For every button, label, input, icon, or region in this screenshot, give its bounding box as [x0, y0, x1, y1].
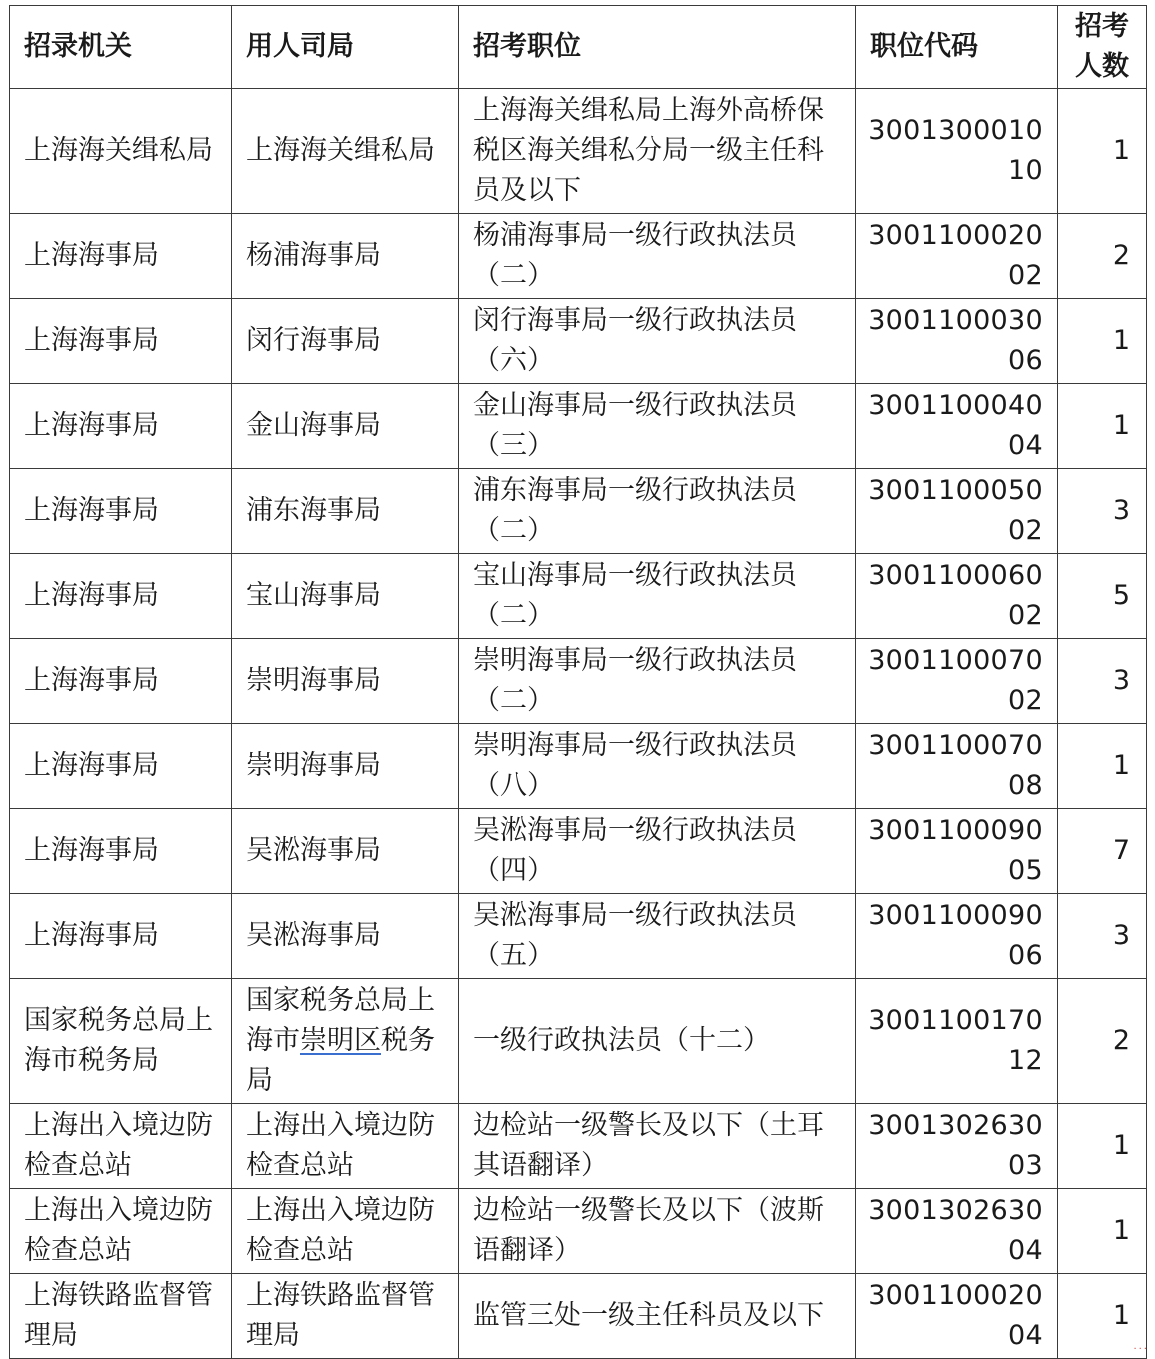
- cell-dept: 上海出入境边防检查总站: [232, 1104, 459, 1189]
- table-row: [10, 214, 1147, 299]
- cell-position: 浦东海事局一级行政执法员（二）: [459, 469, 856, 554]
- cell-agency: 上海铁路监督管理局: [10, 1274, 232, 1359]
- watermark-dots: ···: [1133, 1344, 1149, 1355]
- cell-code: 300110006002: [856, 554, 1058, 639]
- recruitment-table: [9, 5, 1147, 1359]
- cell-count: 2: [1058, 214, 1147, 299]
- cell-position: 边检站一级警长及以下（波斯语翻译）: [459, 1189, 856, 1274]
- cell-dept: 金山海事局: [232, 384, 459, 469]
- dept-text-post: 税务局: [246, 1025, 435, 1096]
- cell-code: 300110007002: [856, 639, 1058, 724]
- cell-count: 1: [1058, 384, 1147, 469]
- cell-count: 3: [1058, 469, 1147, 554]
- cell-dept: 浦东海事局: [232, 469, 459, 554]
- cell-code: 300110004004: [856, 384, 1058, 469]
- cell-agency: 上海海事局: [10, 554, 232, 639]
- cell-dept: 崇明海事局: [232, 724, 459, 809]
- cell-code: 300110005002: [856, 469, 1058, 554]
- cell-position: 金山海事局一级行政执法员（三）: [459, 384, 856, 469]
- table-row: [10, 384, 1147, 469]
- cell-dept: 上海出入境边防检查总站: [232, 1189, 459, 1274]
- cell-position: 杨浦海事局一级行政执法员（二）: [459, 214, 856, 299]
- table-row: [10, 1104, 1147, 1189]
- district-link[interactable]: 崇明区: [300, 1025, 381, 1056]
- header-count: 招考人数: [1058, 6, 1147, 89]
- cell-count: 1: [1058, 1274, 1147, 1359]
- cell-count: 3: [1058, 639, 1147, 724]
- cell-code: 300110007008: [856, 724, 1058, 809]
- cell-code: 300110017012: [856, 979, 1058, 1104]
- cell-count: 1: [1058, 1189, 1147, 1274]
- cell-dept: 杨浦海事局: [232, 214, 459, 299]
- dept-text-pre: 国家税务总局上海市: [246, 985, 435, 1056]
- header-position: 招考职位: [459, 6, 856, 89]
- cell-agency: 上海海事局: [10, 384, 232, 469]
- cell-agency: 上海海事局: [10, 214, 232, 299]
- cell-position: 边检站一级警长及以下（土耳其语翻译）: [459, 1104, 856, 1189]
- cell-code: 300130263004: [856, 1189, 1058, 1274]
- cell-count: 5: [1058, 554, 1147, 639]
- cell-agency: 上海海事局: [10, 639, 232, 724]
- table-row: [10, 639, 1147, 724]
- cell-count: 1: [1058, 299, 1147, 384]
- cell-code: 300110009006: [856, 894, 1058, 979]
- cell-dept: 上海海关缉私局: [232, 89, 459, 214]
- cell-code: 300110002002: [856, 214, 1058, 299]
- cell-dept: 吴淞海事局: [232, 894, 459, 979]
- cell-agency: 上海出入境边防检查总站: [10, 1189, 232, 1274]
- cell-position: 宝山海事局一级行政执法员（二）: [459, 554, 856, 639]
- header-row: [10, 6, 1147, 89]
- cell-dept: 宝山海事局: [232, 554, 459, 639]
- cell-dept: [232, 979, 459, 1104]
- cell-count: 1: [1058, 1104, 1147, 1189]
- cell-code: 300130001010: [856, 89, 1058, 214]
- table-row: [10, 1189, 1147, 1274]
- cell-count: 2: [1058, 979, 1147, 1104]
- cell-count: 1: [1058, 89, 1147, 214]
- cell-agency: 上海海事局: [10, 299, 232, 384]
- cell-agency: 上海海关缉私局: [10, 89, 232, 214]
- cell-position: 闵行海事局一级行政执法员（六）: [459, 299, 856, 384]
- cell-code: 300110002004: [856, 1274, 1058, 1359]
- cell-code: 300110003006: [856, 299, 1058, 384]
- cell-dept: 闵行海事局: [232, 299, 459, 384]
- table-row: [10, 299, 1147, 384]
- cell-agency: 国家税务总局上海市税务局: [10, 979, 232, 1104]
- table-row: [10, 554, 1147, 639]
- cell-count: 3: [1058, 894, 1147, 979]
- table-row: [10, 894, 1147, 979]
- header-agency: 招录机关: [10, 6, 232, 89]
- cell-agency: 上海出入境边防检查总站: [10, 1104, 232, 1189]
- cell-position: 上海海关缉私局上海外高桥保税区海关缉私分局一级主任科员及以下: [459, 89, 856, 214]
- header-code: 职位代码: [856, 6, 1058, 89]
- cell-agency: 上海海事局: [10, 469, 232, 554]
- table-row: [10, 979, 1147, 1104]
- cell-agency: 上海海事局: [10, 724, 232, 809]
- cell-agency: 上海海事局: [10, 894, 232, 979]
- cell-dept: 崇明海事局: [232, 639, 459, 724]
- cell-count: 1: [1058, 724, 1147, 809]
- cell-code: 300130263003: [856, 1104, 1058, 1189]
- cell-agency: 上海海事局: [10, 809, 232, 894]
- table-row: [10, 89, 1147, 214]
- cell-code: 300110009005: [856, 809, 1058, 894]
- header-dept: 用人司局: [232, 6, 459, 89]
- cell-dept: 吴淞海事局: [232, 809, 459, 894]
- cell-count: 7: [1058, 809, 1147, 894]
- cell-position: 崇明海事局一级行政执法员（八）: [459, 724, 856, 809]
- cell-position: 崇明海事局一级行政执法员（二）: [459, 639, 856, 724]
- cell-position: 一级行政执法员（十二）: [459, 979, 856, 1104]
- table-row: [10, 724, 1147, 809]
- cell-dept: 上海铁路监督管理局: [232, 1274, 459, 1359]
- cell-position: 监管三处一级主任科员及以下: [459, 1274, 856, 1359]
- cell-position: 吴淞海事局一级行政执法员（五）: [459, 894, 856, 979]
- table-row: [10, 469, 1147, 554]
- table-row: [10, 809, 1147, 894]
- table-row: [10, 1274, 1147, 1359]
- cell-position: 吴淞海事局一级行政执法员（四）: [459, 809, 856, 894]
